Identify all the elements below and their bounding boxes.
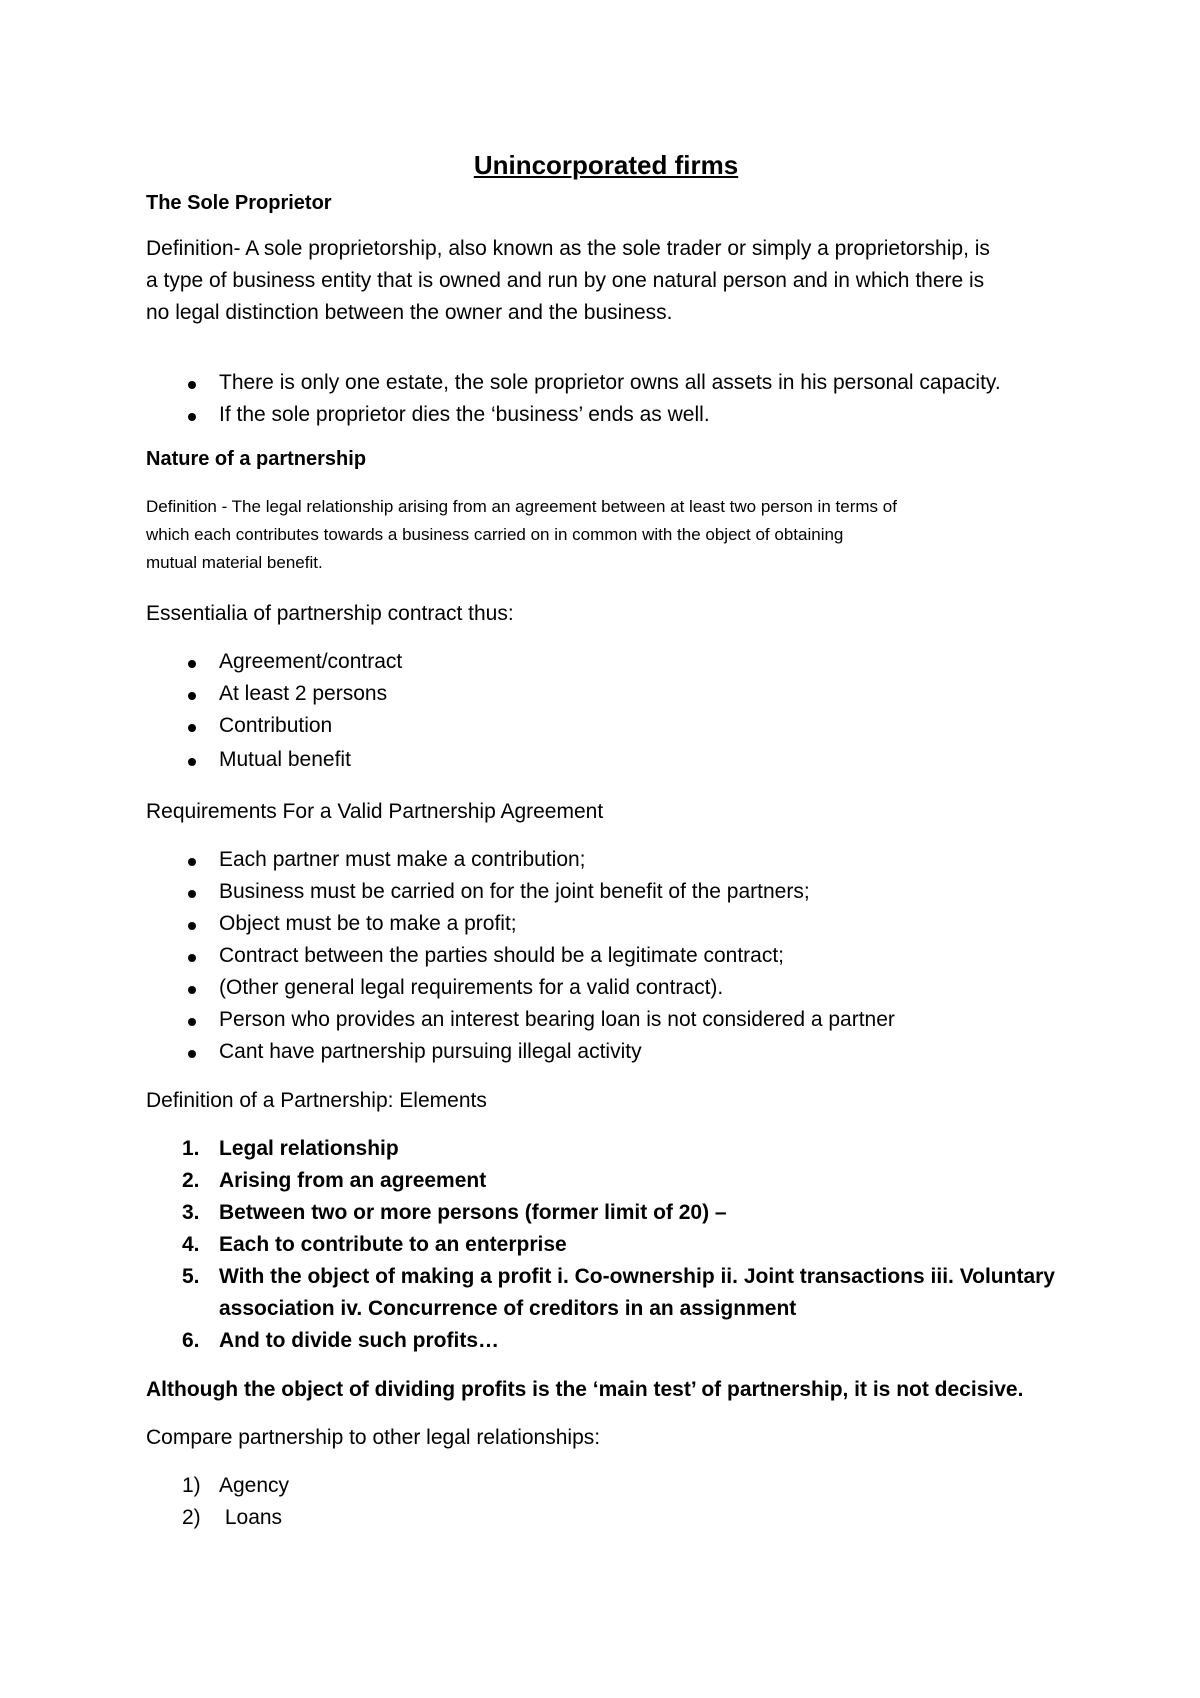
bullet-icon — [188, 758, 196, 766]
definition-line: a type of business entity that is owned and run by one natural person and in which there is — [146, 269, 985, 292]
page-title: Unincorporated firms — [473, 150, 739, 180]
definition-line: mutual material benefit. — [146, 553, 323, 572]
bullet-icon — [188, 413, 196, 421]
definition-line: Definition - The legal relationship arising from an agreement between at least two person in terms of — [146, 497, 897, 516]
definition-line: which each contributes towards a business carried on in common with the object of obtaining — [146, 525, 844, 544]
bullet-icon — [188, 986, 196, 994]
main-test-paragraph: Although the object of dividing profits is the ‘main test’ of partnership, it is not decisive. — [146, 1378, 1024, 1401]
partnership-definition — [146, 493, 1066, 577]
sole-proprietor-definition — [146, 233, 1066, 329]
requirements-heading: Requirements For a Valid Partnership Agreement — [146, 800, 604, 823]
elements-heading: Definition of a Partnership: Elements — [146, 1089, 487, 1112]
bullet-icon — [188, 954, 196, 962]
bullet-icon — [188, 381, 196, 389]
heading-sole-proprietor: The Sole Proprietor — [146, 192, 332, 214]
essentialia-heading: Essentialia of partnership contract thus: — [146, 602, 514, 625]
bullet-icon — [188, 1050, 196, 1058]
bullet-icon — [188, 724, 196, 732]
bullet-icon — [188, 890, 196, 898]
bullet-icon — [188, 922, 196, 930]
bullet-icon — [188, 660, 196, 668]
bullet-icon — [188, 858, 196, 866]
compare-heading: Compare partnership to other legal relationships: — [146, 1426, 601, 1449]
bullet-icon — [188, 692, 196, 700]
definition-line: Definition- A sole proprietorship, also known as the sole trader or simply a proprietorship, is — [146, 237, 990, 260]
bullet-icon — [188, 1018, 196, 1026]
definition-line: no legal distinction between the owner and the business. — [146, 301, 673, 324]
heading-nature-of-partnership: Nature of a partnership — [146, 448, 367, 470]
